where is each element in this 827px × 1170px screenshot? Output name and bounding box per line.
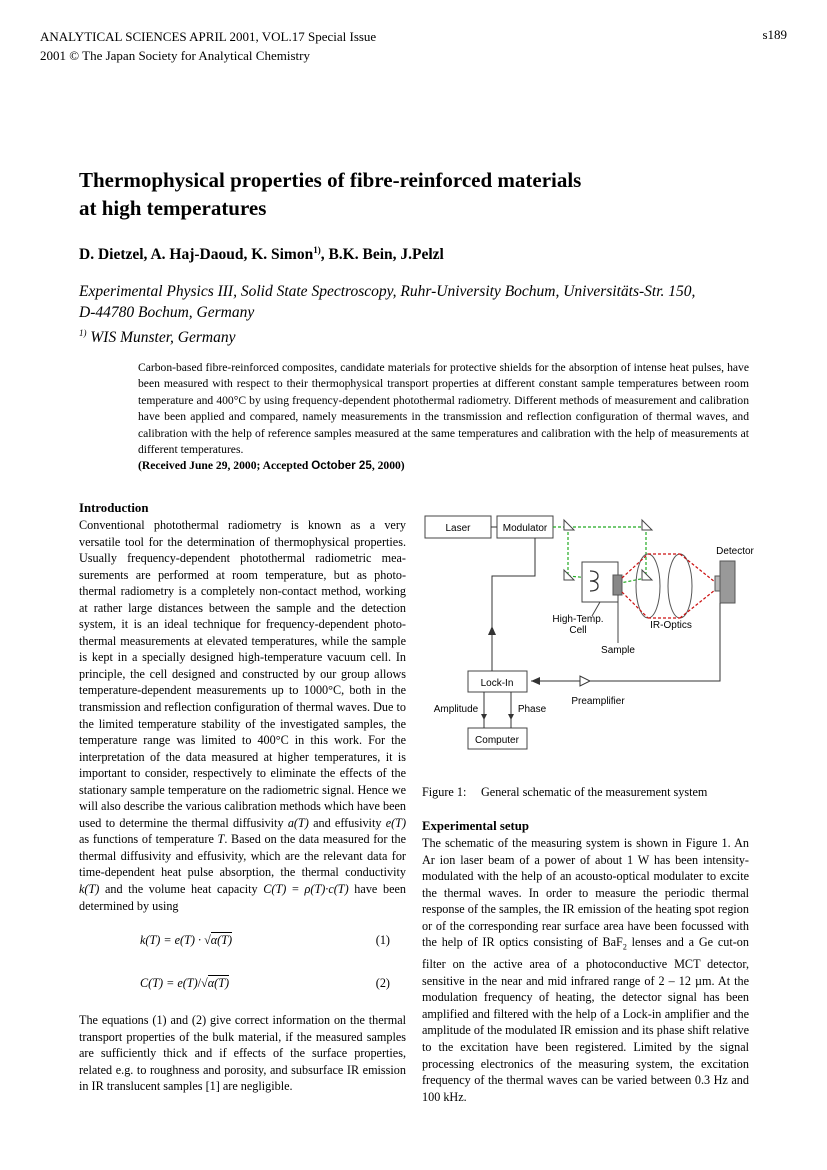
computer-label: Computer xyxy=(475,735,519,746)
mirror-icon xyxy=(564,520,574,530)
figure-caption xyxy=(422,785,707,800)
intro-var-a: a(T) xyxy=(287,815,309,830)
equation-1-sqrt-arg: α(T) xyxy=(210,932,233,947)
mirror-icon xyxy=(642,570,652,580)
introduction-paragraph-2: The equations (1) and (2) give correct information on the thermal transport properties of the bulk material, if the measured samples are sufficiently thick and if effects of the surface properties, related e.g. to roughness and porosity, and subsurface IR emission in IR translucent samples [1] are negligible. xyxy=(79,1013,406,1094)
exp-text: The schematic of the measuring system is shown in Figure 1. An Ar ion laser beam of a power of about 1 W has been intensity-modulated with the help of an acousto-optical modulater to excite the thermal waves. In order to measure the periodic thermal response of the samples, the IR emission of the heating spot region or of the corresponding rear surface area have been focussed with the help of IR optics consisting of BaF xyxy=(422,836,749,950)
affiliation-2-marker: 1) xyxy=(79,328,87,338)
intro-var-k: k(T) xyxy=(79,882,100,897)
intro-text: and the volume heat capacity xyxy=(99,882,264,897)
equation-1-number: (1) xyxy=(375,932,390,947)
intro-text: have been determined by using xyxy=(79,882,406,913)
introduction-heading: Introduction xyxy=(79,501,149,515)
subscript-2: 2 xyxy=(622,942,627,952)
affiliation-2-text: WIS Munster, Germany xyxy=(86,329,236,347)
equation-2 xyxy=(79,963,406,1003)
intro-text: . Based on the data measured for the thermal diffusivity and effusivity, which are the relevant data for time-dependent heat pulse absorption, the thermal conductivity xyxy=(79,832,406,880)
laser-label: Laser xyxy=(445,523,471,534)
abstract xyxy=(138,360,749,475)
received-year: , 2000) xyxy=(371,459,405,473)
intro-var-t: T xyxy=(217,832,225,847)
measurement-system-diagram xyxy=(420,506,760,776)
accepted-date: October 25 xyxy=(311,459,372,473)
sample-label: Sample xyxy=(601,645,635,656)
running-head xyxy=(40,27,376,65)
sqrt-sign: √ xyxy=(204,932,211,947)
intro-text: Conventional photothermal radiometry is known as a very versatile tool for the determination of thermophysical properties. Usually frequency-dependent photothermal radiometric mea-surements are performed at room temperature, but as photo-thermal radiometry is a completely non-contact method, working at rather large distances between the sample and the detection system, it is an ideal technique for frequency-dependent photo-thermal measurements at elevated temperatures, while the sample is kept in a specially designed high-temperature vacuum cell. In principle, the cell designed and constructed by our group allows temperature-dependent measurements up to 1000°C, both in the transmission and reflection configuration of thermal waves. Due to the limited temperature stability of the investigated samples, the temperature range was limited to 400°C in this work. For the interpretation of the data measured at higher temperatures, it is important to consider, respectively to eliminate the effects of the stationary sample temperature on the radiometric signal. Hence we will also describe the various calibration methods which have been used to determine the thermal diffusivity xyxy=(79,518,406,830)
received-dates xyxy=(138,458,749,474)
experimental-setup-paragraph xyxy=(422,835,749,1105)
intro-text: and effusivity xyxy=(308,815,386,830)
equation-1-lhs: k(T) = e(T) · xyxy=(140,932,205,947)
preamplifier-icon xyxy=(580,676,590,686)
authors-text: D. Dietzel, A. Haj-Daoud, K. Simon xyxy=(79,246,314,264)
preamplifier-label: Preamplifier xyxy=(571,696,625,707)
ir-lens-icon xyxy=(636,554,660,618)
detector-body xyxy=(720,561,735,603)
ir-optics-label: IR-Optics xyxy=(650,620,692,631)
intro-var-e: e(T) xyxy=(385,815,407,830)
author-superscript: 1) xyxy=(313,245,321,255)
right-column xyxy=(422,818,749,1105)
arrow-head-icon xyxy=(488,626,496,635)
affiliation-line-2: D-44780 Bochum, Germany xyxy=(79,303,255,321)
intro-text: as functions of temperature xyxy=(79,832,218,847)
affiliation-line-1: Experimental Physics III, Solid State Spectroscopy, Ruhr-University Bochum, Universitäts-Str. 150, xyxy=(79,283,696,300)
equation-2-lhs: C(T) = e(T) xyxy=(140,975,198,990)
reference-signal-line xyxy=(492,538,535,671)
ir-lens-icon xyxy=(668,554,692,618)
figure-caption-text: General schematic of the measurement system xyxy=(481,785,708,799)
paper-title xyxy=(79,166,679,222)
phase-label: Phase xyxy=(517,704,547,715)
author-list xyxy=(79,245,444,264)
detector-window xyxy=(715,576,720,591)
journal-line: ANALYTICAL SCIENCES APRIL 2001, VOL.17 Special Issue xyxy=(40,29,377,44)
equation-2-body xyxy=(140,975,229,992)
amplitude-label: Amplitude xyxy=(433,704,479,715)
equation-2-sqrt-arg: α(T) xyxy=(207,975,230,990)
sample-block xyxy=(613,575,622,595)
arrow-head-icon xyxy=(508,714,514,720)
sqrt-sign: √ xyxy=(201,975,208,990)
high-temp-cell-label-2: Cell xyxy=(569,625,587,636)
introduction-paragraph-1 xyxy=(79,517,406,914)
title-line-1: Thermophysical properties of fibre-reinforced materials xyxy=(79,168,582,192)
intro-var-rho: ρ(T)·c(T) xyxy=(304,882,349,897)
affiliations xyxy=(79,282,729,349)
exp-text-cont: lenses and a Ge cut-on filter on the active area of a photoconductive MCT detector, sensitive in the near and mid infrared range of 2 – 12 µm. At the modulation frequency of heating, the detector signal has been amplified and filtered with the help of a Lock-in amplifier and the amplitude of the modulated IR emission and its phase shift relative to the excitation have been registered. Limited by the signal processing electronics of the measuring system, the excitation frequency of the thermal waves can be varied between 0.3 Hz and 100 kHz. xyxy=(422,935,749,1104)
arrow-head-icon xyxy=(481,714,487,720)
detector-label: Detector xyxy=(716,546,754,557)
mirror-icon xyxy=(642,520,652,530)
division-slash: / xyxy=(197,975,202,990)
arrow-head-icon xyxy=(531,677,540,685)
affiliation-2 xyxy=(79,323,729,349)
page-number: s189 xyxy=(762,27,787,42)
experimental-setup-heading: Experimental setup xyxy=(422,819,529,833)
left-column xyxy=(79,500,406,1095)
high-temp-cell-label-1: High-Temp. xyxy=(552,614,604,625)
mirror-icon xyxy=(564,570,574,580)
title-line-2: at high temperatures xyxy=(79,196,267,220)
lockin-label: Lock-In xyxy=(480,678,514,689)
figure-caption-label: Figure 1: xyxy=(422,785,467,799)
copyright-line: 2001 © The Japan Society for Analytical Chemistry xyxy=(40,48,310,63)
abstract-text: Carbon-based fibre-reinforced composites, candidate materials for protective shields for the absorption of intense heat pulses, have been measured with respect to their thermophysical transport properties at different constant sample temperatures between room temperature and 400°C by using frequency-dependent photothermal radiometry. Different methods of measurement and calibration have been applied and compared, namely measurements in the transmission and reflection configuration of thermal waves, and calibration with the help of reference samples measured at the same temperatures and calibration with the help of measurements at different temperatures. xyxy=(138,361,749,457)
modulator-label: Modulator xyxy=(502,523,548,534)
equation-1-body xyxy=(140,932,232,949)
equation-2-number: (2) xyxy=(375,975,390,990)
intro-text: = xyxy=(286,882,305,897)
intro-var-c: C(T) xyxy=(263,882,287,897)
received-text: (Received June 29, 2000; Accepted xyxy=(138,459,312,473)
authors-text-cont: , B.K. Bein, J.Pelzl xyxy=(320,246,444,264)
equation-1 xyxy=(79,920,406,960)
